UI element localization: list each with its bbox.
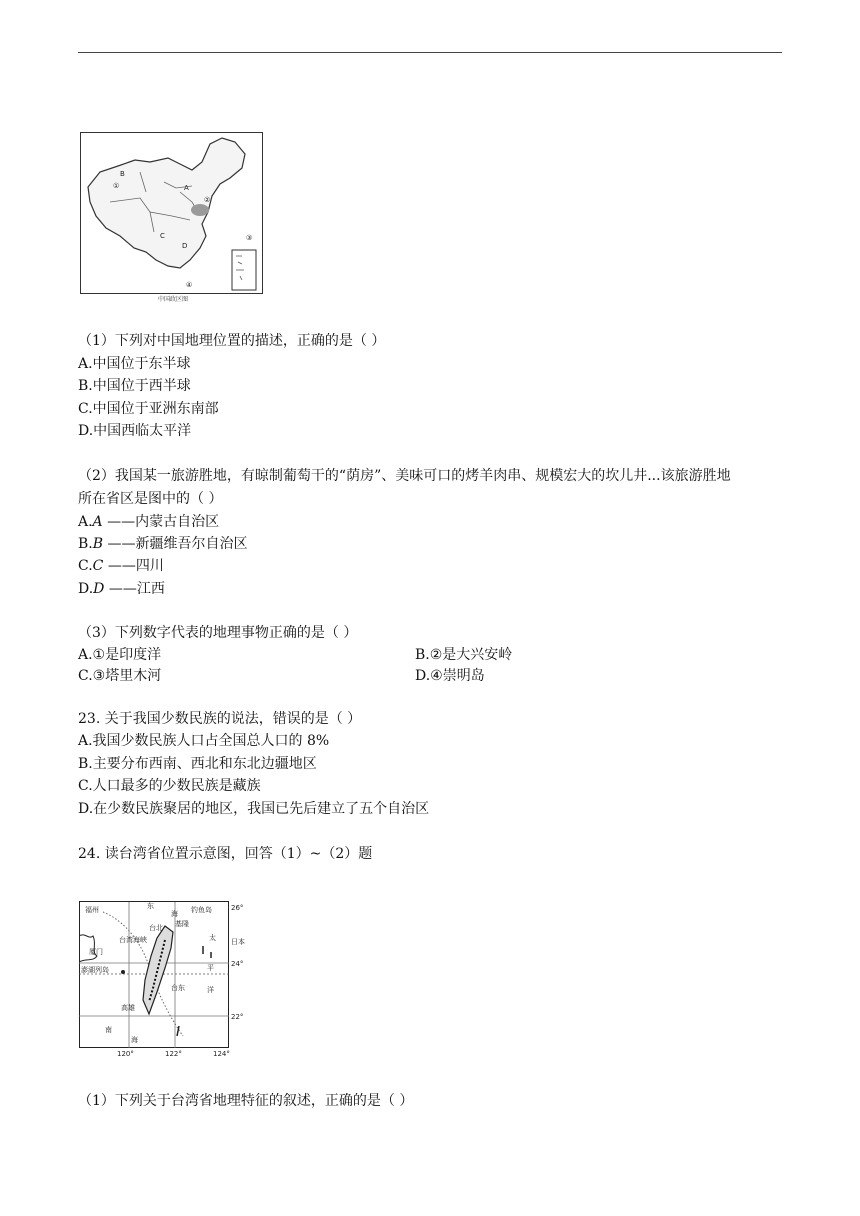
q23-option-d: D.在少数民族聚居的地区，我国已先后建立了五个自治区 (78, 801, 430, 817)
penghu-dot (121, 970, 125, 974)
china-map-figure (80, 132, 263, 303)
q22-1-option-b: B.中国位于西半球 (78, 378, 191, 394)
q22-2-option-a: A.𝐴 ——内蒙古自治区 (78, 514, 220, 530)
q24-stem: 24. 读台湾省位置示意图，回答（1）~（2）题 (78, 846, 373, 862)
q24-1-stem: （1）下列关于台湾省地理特征的叙述，正确的是（ ） (78, 1093, 414, 1109)
map-label-2: ② (204, 196, 211, 204)
lon-label-120: 120° (117, 1050, 134, 1058)
label-japan: 日本 (231, 938, 245, 946)
label-fuzhou: 福州 (85, 906, 99, 914)
label-taibei: 台北 (149, 924, 163, 932)
lat-label-22: 22° (231, 1013, 244, 1021)
china-map-caption: 中国政区图 (158, 296, 189, 303)
map-label-c: C (160, 232, 165, 240)
map-label-4: ④ (186, 281, 193, 289)
q22-2-stem-line2: 所在省区是图中的（ ） (78, 491, 223, 507)
label-taidong: 台东 (171, 984, 185, 992)
label-tai: 太 (209, 934, 216, 942)
header-rule (78, 52, 782, 53)
q23-stem: 23. 关于我国少数民族的说法，错误的是（ ） (78, 711, 362, 727)
label-gaoxiong: 高雄 (121, 1004, 135, 1012)
map-label-3: ③ (246, 234, 253, 242)
lon-label-122: 122° (165, 1050, 182, 1058)
label-hai-1: 海 (171, 910, 178, 918)
q22-1-stem: （1）下列对中国地理位置的描述，正确的是（ ） (78, 333, 386, 349)
lon-label-124: 124° (213, 1050, 230, 1058)
q22-1-option-a: A.中国位于东半球 (78, 356, 191, 372)
q22-3-option-c: C.③塔里木河 (78, 668, 162, 684)
label-hai-2: 海 (131, 1036, 138, 1044)
taiwan-map-graphic (79, 896, 251, 1058)
label-ping: 平 (207, 964, 214, 972)
q22-1-option-d: D.中国西临太平洋 (78, 423, 192, 439)
map-label-1: ① (113, 182, 120, 190)
q22-3-stem: （3）下列数字代表的地理事物正确的是（ ） (78, 625, 358, 641)
lat-label-24: 24° (231, 960, 244, 968)
q22-2-option-d: D.𝐷 ——江西 (78, 581, 165, 597)
lat-label-26: 26° (231, 904, 244, 912)
label-diaoyudao: 钓鱼岛 (191, 906, 212, 914)
label-jilong: 基隆 (175, 920, 189, 928)
label-penghu: 澎湖列岛 (81, 966, 109, 974)
china-map-graphic (80, 132, 263, 294)
label-nan: 南 (105, 1026, 112, 1034)
map-label-d: D (182, 242, 188, 250)
q22-3-option-d: D.④崇明岛 (415, 668, 485, 684)
q22-2-option-c: C.𝐶 ——四川 (78, 558, 164, 574)
label-xiamen: 厦门 (89, 948, 103, 956)
q22-3-option-b: B.②是大兴安岭 (415, 647, 513, 663)
q23-option-a: A.我国少数民族人口占全国总人口的 8% (78, 733, 330, 749)
q23-option-b: B.主要分布西南、西北和东北边疆地区 (78, 756, 317, 772)
q22-1-option-c: C.中国位于亚洲东南部 (78, 401, 219, 417)
taiwan-map-figure (79, 896, 251, 1058)
map-label-b: B (120, 170, 125, 178)
q22-2-option-b: B.𝐵 ——新疆维吾尔自治区 (78, 536, 248, 552)
q23-option-c: C.人口最多的少数民族是藏族 (78, 778, 261, 794)
label-yang: 洋 (207, 986, 214, 994)
label-dong: 东 (147, 902, 154, 910)
q22-3-option-a: A.①是印度洋 (78, 647, 162, 663)
shaded-region (191, 204, 209, 216)
q22-2-stem-line1: （2）我国某一旅游胜地，有晾制葡萄干的“荫房”、美味可口的烤羊肉串、规模宏大的坎儿井...该旅游胜地 (78, 468, 731, 484)
label-strait: 台湾海峡 (119, 936, 147, 944)
map-label-a: A (184, 184, 189, 192)
